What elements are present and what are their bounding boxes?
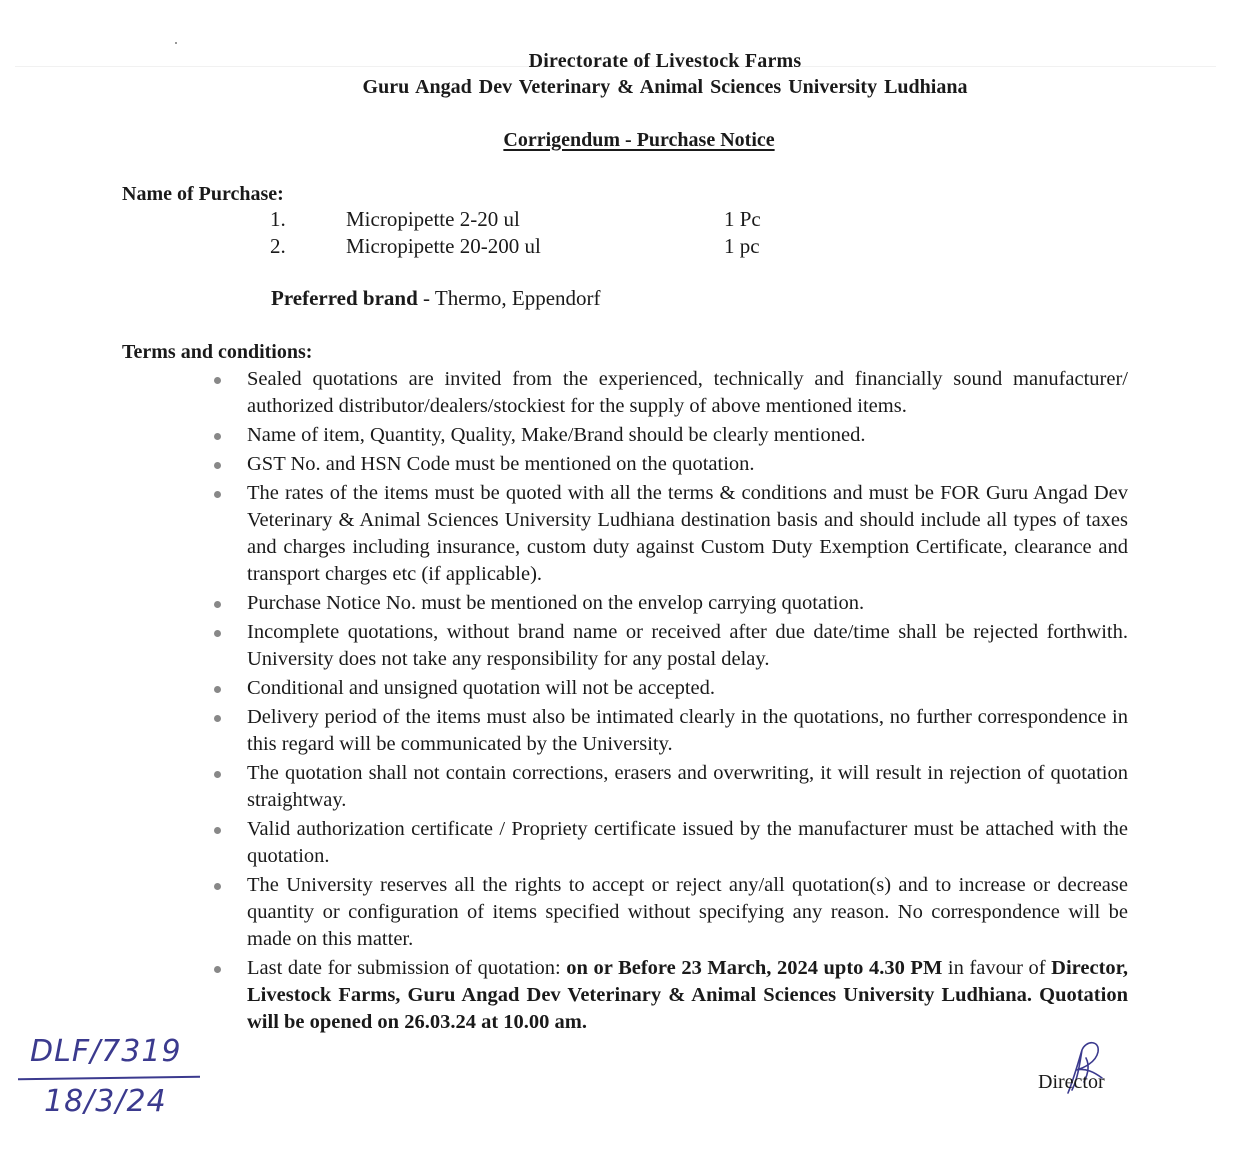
terms-label: Terms and conditions:	[122, 341, 313, 363]
bullet-icon	[214, 715, 221, 722]
item-name: Micropipette 20-200 ul	[346, 234, 541, 258]
terms-item: Conditional and unsigned quotation will not be accepted.	[208, 675, 1128, 702]
item-name: Micropipette 2-20 ul	[346, 207, 520, 231]
purchase-item	[270, 207, 790, 233]
terms-item: The quotation shall not contain corrections, erasers and overwriting, it will result in rejection of quotation straightway.	[208, 760, 1128, 814]
bullet-icon	[214, 462, 221, 469]
bullet-icon	[214, 377, 221, 384]
preferred-brand	[271, 286, 601, 311]
deadline: on or Before 23 March, 2024 upto 4.30 PM	[566, 957, 943, 979]
bullet-icon	[214, 883, 221, 890]
terms-item: Delivery period of the items must also be intimated clearly in the quotations, no further correspondence in this regard will be communicated by the University.	[208, 704, 1128, 758]
header-directorate: Directorate of Livestock Farms	[528, 50, 802, 72]
terms-item: Incomplete quotations, without brand name or received after due date/time shall be rejected forthwith. University does not take any responsibility for any postal delay.	[208, 619, 1128, 673]
terms-item: The rates of the items must be quoted with all the terms & conditions and must be FOR Guru Angad Dev Veterinary & Animal Sciences University Ludhiana destination basis and should include all types of taxes and charges including insurance, custom duty against Custom Duty Exemption Certificate, clearance and transport charges etc (if applicable).	[208, 480, 1128, 588]
title-text: Corrigendum - Purchase Notice	[503, 129, 775, 151]
bullet-icon	[214, 630, 221, 637]
purchase-label: Name of Purchase:	[122, 183, 284, 205]
terms-item-last-date: Last date for submission of quotation: on or Before 23 March, 2024 upto 4.30 PM in favour of Director, Livestock Farms, Guru Angad Dev Veterinary & Animal Sciences University Ludhiana. Quotation will be opened on 26.03.24 at 10.00 am.	[208, 955, 1128, 1036]
terms-item: GST No. and HSN Code must be mentioned on the quotation.	[208, 451, 1128, 478]
terms-item: Valid authorization certificate / Propriety certificate issued by the manufacturer must be attached with the quotation.	[208, 816, 1128, 870]
bullet-icon	[214, 491, 221, 498]
scan-artifact-dot	[175, 42, 177, 44]
signatory-title: Director	[1038, 1071, 1105, 1093]
purchase-item	[270, 234, 790, 260]
terms-list	[208, 366, 1128, 1038]
handwritten-reference: DLF/7319	[30, 1034, 182, 1069]
terms-item: Name of item, Quantity, Quality, Make/Brand should be clearly mentioned.	[208, 422, 1128, 449]
item-quantity: 1 Pc	[724, 207, 761, 231]
page-title	[0, 129, 1241, 152]
terms-item: Purchase Notice No. must be mentioned on the envelop carrying quotation.	[208, 590, 1128, 617]
handwritten-date: 18/3/24	[44, 1084, 167, 1119]
item-number: 2.	[270, 234, 286, 258]
bullet-icon	[214, 771, 221, 778]
header-university: Guru Angad Dev Veterinary & Animal Sciences University Ludhiana	[362, 76, 968, 98]
terms-item: Sealed quotations are invited from the experienced, technically and financially sound manufacturer/ authorized distributor/dealers/stockiest for the supply of above mentioned items.	[208, 366, 1128, 420]
bullet-icon	[214, 433, 221, 440]
brand-value: - Thermo, Eppendorf	[417, 286, 601, 310]
terms-item: The University reserves all the rights to accept or reject any/all quotation(s) and to increase or decrease quantity or configuration of items specified without specifying any reason. No correspondence will be made on this matter.	[208, 872, 1128, 953]
item-number: 1.	[270, 207, 286, 231]
addressee-and-opening: Director, Livestock Farms, Guru Angad Dev Veterinary & Animal Sciences University Ludhiana. Quotation will be opened on 26.03.24 at 10.00 am.	[247, 957, 1129, 1033]
bullet-icon	[214, 827, 221, 834]
brand-label: Preferred brand	[271, 286, 418, 310]
bullet-icon	[214, 601, 221, 608]
bullet-icon	[214, 966, 221, 973]
handwritten-divider	[18, 1076, 200, 1081]
bullet-icon	[214, 686, 221, 693]
item-quantity: 1 pc	[724, 234, 760, 258]
